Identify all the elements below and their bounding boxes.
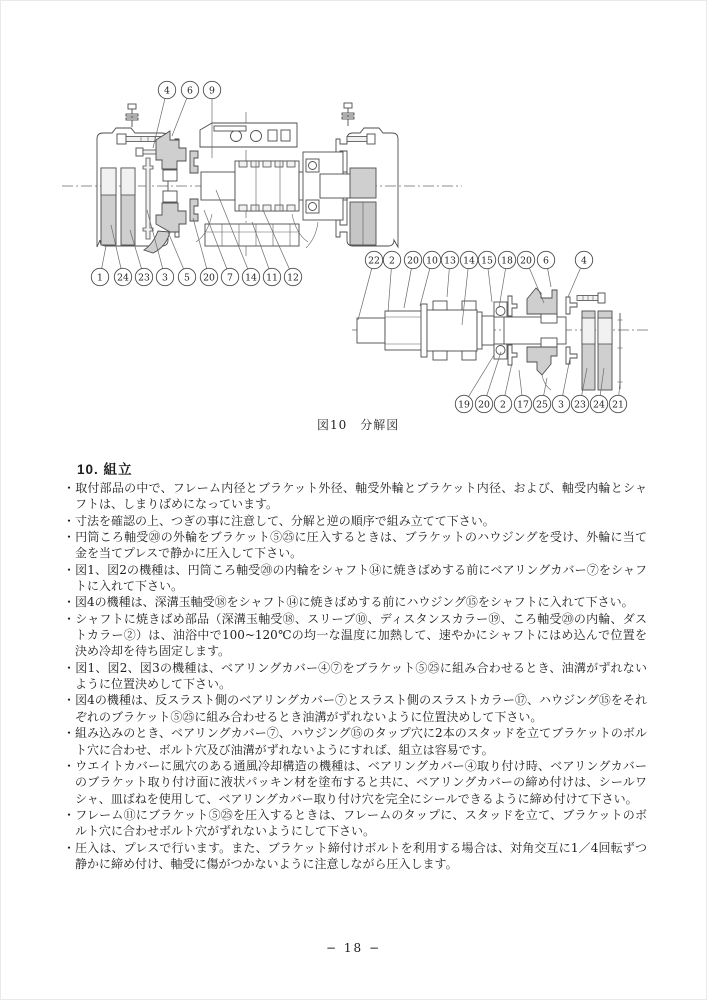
svg-text:14: 14 — [245, 272, 257, 284]
svg-text:6: 6 — [187, 85, 193, 97]
part-callout-9 — [203, 81, 220, 98]
bearing-cover-25 — [527, 347, 557, 375]
instruction-item: ・フレーム⑪にブラケット⑤㉕を圧入するときは、フレームのタップに、スタッドを立て、ブラケットのボルト穴に合わせボルト穴がずれないようにして下さい。 — [63, 807, 647, 839]
shaft-end-left — [357, 318, 385, 343]
svg-text:9: 9 — [209, 85, 215, 97]
svg-text:11: 11 — [266, 272, 278, 284]
coupling-block — [350, 168, 376, 198]
bearing-housing-right — [303, 152, 343, 248]
svg-text:13: 13 — [444, 255, 456, 267]
svg-text:24: 24 — [593, 399, 605, 411]
bearing-top — [494, 302, 507, 317]
part-callout-11 — [263, 268, 280, 285]
svg-text:20: 20 — [203, 272, 215, 284]
instruction-item: ・ウエイトカバーに風穴のある通風冷却構造の機種は、ベアリングカバー④取り付け時、ベアリングカバーのブラケット取り付け面に液状パッキン材を塗布すると共に、ベアリングカバーの締め付けは、シールワシャ、皿ばねを使用して、ベアリングカバー取り付け穴を完全にシールできるように締め付けて下さい。 — [63, 758, 647, 806]
cover-clip-top — [508, 296, 517, 316]
bolt-4 — [577, 293, 605, 303]
terminal-box — [200, 123, 297, 147]
instruction-item: ・図4の機種は、深溝玉軸受⑱をシャフト⑭に焼きばめする前にハウジング⑮をシャフトに入れて下さい。 — [63, 595, 634, 610]
part-callout-10 — [423, 251, 440, 268]
svg-text:18: 18 — [501, 255, 513, 267]
svg-text:4: 4 — [581, 255, 587, 267]
rotor-core — [235, 161, 299, 211]
svg-text:5: 5 — [184, 272, 190, 284]
core-lug — [433, 301, 447, 310]
cover-foot-curve — [542, 375, 551, 390]
bearing-cover-lower — [156, 203, 186, 232]
part-callout-18 — [498, 251, 515, 268]
section-heading: 10. 組立 — [77, 462, 133, 477]
svg-text:20: 20 — [478, 399, 490, 411]
instruction-item: ・取付部品の中で、フレーム内径とブラケット外径、軸受外輪とブラケット内径、および、軸受内輪とシャフトは、しまりばめになっています。 — [63, 481, 647, 512]
part-callout-25 — [533, 395, 550, 412]
sleeve-flange — [421, 304, 427, 357]
part-callout-20 — [517, 251, 534, 268]
svg-text:15: 15 — [481, 255, 493, 267]
svg-text:21: 21 — [612, 399, 624, 411]
weight-bar-top — [101, 168, 116, 195]
svg-text:2: 2 — [389, 255, 395, 267]
svg-text:23: 23 — [138, 272, 150, 284]
shaft-mid — [482, 316, 494, 345]
core-end-plate — [477, 312, 482, 349]
part-callout-2 — [494, 395, 511, 412]
stator-base — [205, 224, 299, 246]
weight-24 — [598, 311, 612, 390]
part-callout-20 — [404, 251, 421, 268]
figure-caption: 図10 分解図 — [317, 418, 400, 432]
assembly-instructions-list — [63, 480, 647, 872]
clip-3-bottom — [566, 347, 577, 364]
part-callout-22 — [365, 251, 382, 268]
part-callout-2 — [383, 251, 400, 268]
part-callout-7 — [221, 268, 238, 285]
instruction-item: ・図1、図2、図3の機種は、ベアリングカバー④⑦をブラケット⑤㉕に組み合わせるとき、油溝がずれないように位置決めして下さい。 — [63, 660, 647, 692]
instruction-item: ・組み込みのとき、ベアリングカバー⑦、ハウジング⑮のタップ穴に2本のスタッドを立てブラケットのボルト穴に合わせ、ボルト穴及び油溝がずれないようにすれば、組立は容易です。 — [63, 726, 647, 757]
svg-text:10: 10 — [426, 255, 438, 267]
part-callout-6 — [537, 251, 554, 268]
part-callout-14 — [242, 268, 259, 285]
part-callout-17 — [514, 395, 531, 412]
part-callout-4 — [575, 251, 592, 268]
cover-spacer-top — [541, 314, 557, 323]
svg-text:3: 3 — [162, 272, 168, 284]
svg-text:14: 14 — [463, 255, 475, 267]
svg-text:1: 1 — [97, 272, 103, 284]
svg-text:19: 19 — [458, 399, 470, 411]
bolt-vertical-left — [126, 104, 138, 127]
part-callout-19 — [455, 395, 472, 412]
exploded-view-figure — [0, 0, 707, 445]
instruction-item: ・図4の機種は、反スラスト側のベアリングカバー⑦とスラスト側のスラストカラー⑰、ハウジング⑮をそれぞれのブラケット⑤㉕に組み合わせるとき油溝がずれないように位置決めして下さい。 — [63, 693, 647, 724]
bearing-spacer-upper — [163, 170, 177, 181]
part-callout-21 — [609, 395, 626, 412]
instruction-item: ・寸法を確認の上、つぎの事に注意して、分解と逆の順序で組み立てて下さい。 — [63, 513, 495, 528]
bolt-horizontal-right — [347, 134, 375, 144]
part-callout-1 — [91, 268, 108, 285]
shaft-core — [427, 310, 477, 351]
part-callout-23 — [571, 395, 588, 412]
cover-spacer-bottom — [541, 338, 557, 347]
bolt-vertical-right — [342, 103, 354, 126]
svg-text:4: 4 — [164, 85, 170, 97]
svg-text:24: 24 — [117, 272, 129, 284]
part-callout-24 — [590, 395, 607, 412]
weight-23 — [582, 311, 595, 390]
clip-3-top — [566, 297, 577, 314]
svg-text:22: 22 — [368, 255, 380, 267]
svg-text:20: 20 — [520, 255, 532, 267]
svg-text:2: 2 — [500, 399, 506, 411]
part-callout-3 — [156, 268, 173, 285]
core-lug — [433, 351, 447, 360]
page-number: − 18 − — [325, 941, 381, 955]
svg-text:20: 20 — [407, 255, 419, 267]
bearing-spacer-lower — [163, 191, 177, 202]
part-callout-20 — [200, 268, 217, 285]
svg-text:7: 7 — [227, 272, 233, 284]
leader-line-22 — [358, 260, 374, 320]
part-callout-3 — [552, 395, 569, 412]
part-callout-6 — [181, 81, 198, 98]
shaft-stub-right — [320, 174, 352, 198]
diagram-2 — [352, 288, 650, 390]
stud-bolt-21 — [618, 313, 623, 389]
bearing-cover-6 — [527, 288, 557, 314]
core-lug — [462, 351, 476, 360]
part-callout-24 — [114, 268, 131, 285]
part-callout-23 — [135, 268, 152, 285]
ring-upper — [190, 151, 198, 173]
part-callout-15 — [478, 251, 495, 268]
svg-text:25: 25 — [536, 399, 548, 411]
bearing-cover-upper — [156, 131, 186, 169]
instruction-item: ・シャフトに焼きばめ部品（深溝玉軸受⑱、スリーブ⑩、ディスタンスカラー⑲、ころ軸受⑳の内輪、ダストカラー②）は、油浴中で100~120℃の均一な温度に加熱して、速やかにシャフトにはめ込んで位置を決め冷却を待ち固定します。 — [63, 611, 647, 659]
svg-text:6: 6 — [543, 255, 549, 267]
part-callout-4 — [158, 81, 175, 98]
svg-text:17: 17 — [517, 399, 529, 411]
instruction-item: ・円筒ころ軸受⑳の外輪をブラケット⑤㉕に圧入するときは、ブラケットのハウジングを受け、外輪に当て金を当てプレスで静かに圧入して下さい。 — [63, 530, 647, 561]
instruction-item: ・図1、図2の機種は、円筒ころ軸受⑳の内輪をシャフト⑭に焼きばめする前にベアリングカバー⑦をシャフトに入れて下さい。 — [63, 562, 647, 594]
part-callout-12 — [284, 268, 301, 285]
part-callout-14 — [460, 251, 477, 268]
ring-lower — [190, 199, 198, 221]
svg-text:3: 3 — [558, 399, 564, 411]
instruction-item: ・圧入は、プレスで行います。また、ブラケット締付けボルトを利用する場合は、対角交互に1／4回転ずつ静かに締め付け、軸受に傷がつかないように注意しながら圧入します。 — [63, 840, 647, 871]
part-callout-5 — [178, 268, 195, 285]
weight-bar-top — [121, 168, 135, 195]
svg-text:12: 12 — [287, 272, 299, 284]
svg-text:23: 23 — [574, 399, 586, 411]
bearing-bottom — [494, 344, 507, 359]
part-callout-13 — [441, 251, 458, 268]
cover-clip-bottom — [508, 345, 517, 365]
part-callout-20 — [475, 395, 492, 412]
diagram-1 — [62, 103, 462, 256]
